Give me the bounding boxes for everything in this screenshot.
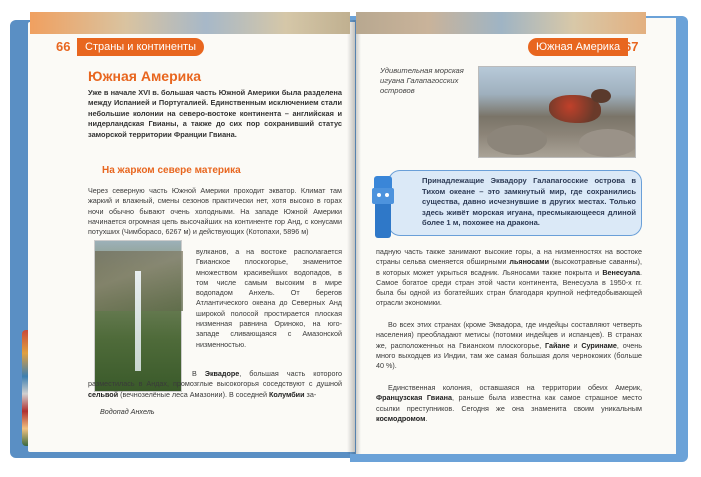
rock-shape [579,129,636,157]
right-paragraph-3: Единственная колония, оставшаяся на территории обеих Америк, Французская Гвиана, раньше была известна как самое страшное место ссылки преступников. Сегодня же она знаменита своим уникальным космодромом. [376,383,642,423]
section-subtitle: На жарком севере материка [102,165,241,176]
lead-paragraph: Уже в начале XVI в. большая часть Южной Америки была разделена между Испанией и Португалией. Единственным исключением стали небольшие колонии на северо-востоке континента – английская и нидерландская Гвианы, а также до сих пор сохранивший статус заморской территории Франции Гвиана. [88,88,342,139]
left-paragraph-1: Через северную часть Южной Америки проходит экватор. Климат там жаркий и влажный, смены сезонов практически нет, хотя высоко в горах ночи обычно бывают очень холодными. На западе Южной Америки начинается огромная цепь высочайших на континенте гор Анд, с конусами потухших (Чимборасо, 6267 м) и действующих (Котопахи, 5896 м) [88,186,342,237]
rock-shape [487,125,547,155]
header-banner-left [30,12,350,34]
callout-text: Принадлежащие Эквадору Галапагосские острова в Тихом океане – это замкнутый мир, где сохранились существа, давно исчезнувшие в других местах. Только здесь живёт морская игуана, пресмыкающееся длиной более 1 м, похожее на дракона. [422,176,636,228]
waterfall-shape [135,271,141,371]
statue-icon [370,176,396,238]
header-banner-right [356,12,646,34]
section-tag-right: Южная Америка [528,38,628,56]
right-paragraph-2: Во всех этих странах (кроме Эквадора, где индейцы составляют четверть населения) преобладают метисы (потомки индейцев и испанцев). В странах же, расположенных на Гвианском плоскогорье, Гайане и Суринаме, очень много выходцев из Индии, там же самая большая доля чернокожих (больше 40 %). [376,320,642,371]
iguana-head-shape [591,89,611,103]
book-gutter [347,20,361,454]
iguana-photo [478,66,636,158]
iguana-caption: Удивительная морская игуана Галапагосских островов [380,66,464,95]
page-number-right: 67 [624,39,639,54]
page-number-left: 66 [56,39,71,54]
left-paragraph-2: вулканов, а на востоке располагается Гвианское плоскогорье, знаменитое множеством красивейших водопадов, в том числе самым высоким в мире водопадом Анхель. От берегов Атлантического океана до Северных Анд широкой полосой простирается плоская низменная равнина Ориноко, на юго-западе сливающаяся с Амазонской низменностью. [196,247,342,349]
left-paragraph-3: В Эквадоре, большая часть которого разместилась в Андах, промозглые высокогорья соседствуют с душной сельвой (вечнозелёные леса Амазонии). В соседней Колумбии за- [88,369,342,399]
page-title: Южная Америка [88,68,202,84]
right-paragraph-1: падную часть также занимают высокие горы, а на низменностях на востоке страны сельва сменяется обширными льяносами (высокотравные саванны), в которых может укрыться всадник. Льяносами также покрыта и Венесуэла. Самое богатое среди стран этой части континента, Венесуэла в 1950-х гг. была бы одной из богатейших стран благодаря крупной нефтедобывающей отрасли экономики. [376,247,642,308]
section-tag-left: Страны и континенты [77,38,204,56]
angel-falls-caption: Водопад Анхель [100,407,155,416]
